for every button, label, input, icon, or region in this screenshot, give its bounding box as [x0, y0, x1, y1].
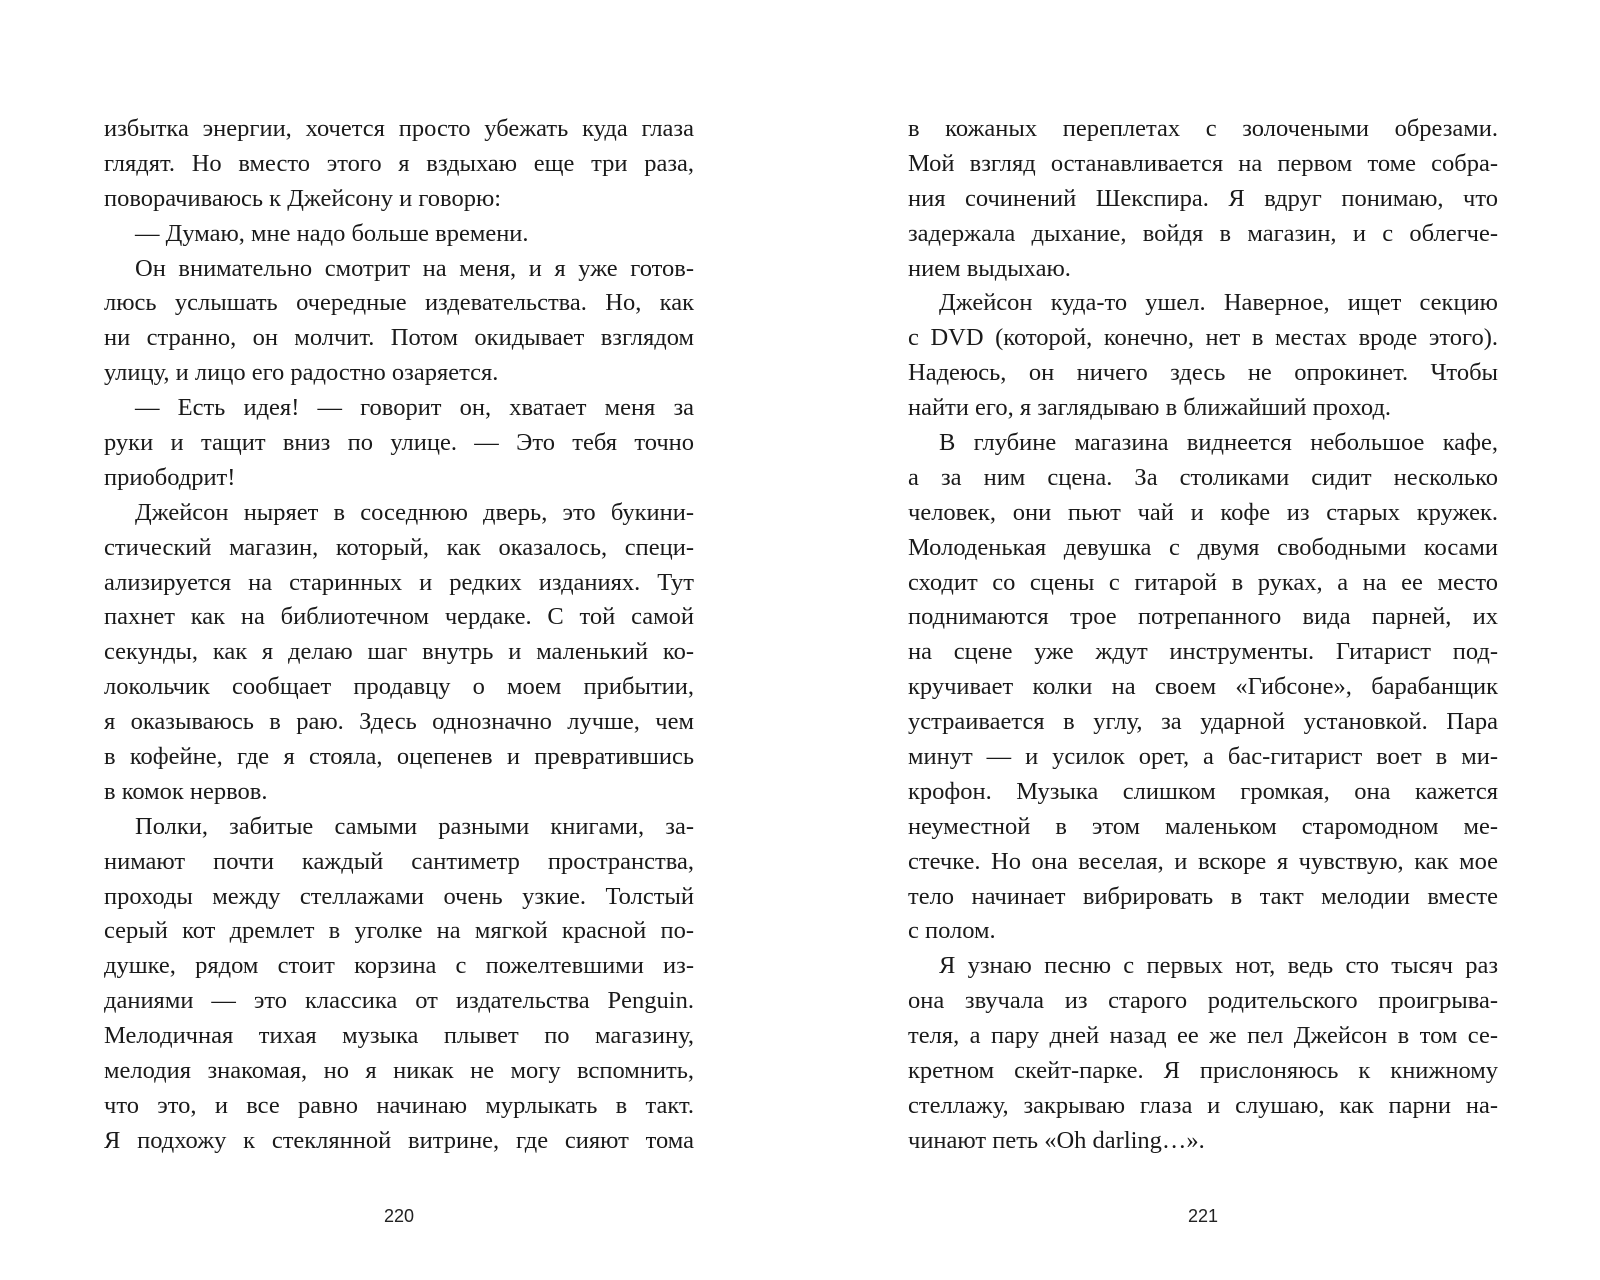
text-line: на сцене уже ждут инструменты. Гитарист под-	[908, 638, 1498, 666]
text-line: душке, рядом стоит корзина с пожелтевшими из-	[104, 952, 694, 980]
text-line: секунды, как я делаю шаг внутрь и маленький ко-	[104, 638, 694, 666]
text-line: пахнет как на библиотечном чердаке. С той самой	[104, 603, 694, 631]
text-line: неуместной в этом маленьком старомодном ме-	[908, 812, 1498, 840]
text-line: в комок нервов.	[104, 777, 268, 805]
text-line: чинают петь «Oh darling…».	[908, 1126, 1205, 1154]
text-line: с DVD (которой, конечно, нет в местах вроде этого).	[908, 324, 1498, 352]
text-line: улицу, и лицо его радостно озаряется.	[104, 359, 499, 387]
text-line: стечке. Но она веселая, и вскоре я чувствую, как мое	[908, 847, 1498, 875]
text-line: — Думаю, мне надо больше времени.	[135, 219, 529, 247]
text-line: а за ним сцена. За столиками сидит несколько	[908, 463, 1498, 491]
text-line: мелодия знакомая, но я никак не могу вспомнить,	[104, 1057, 694, 1085]
text-line: с полом.	[908, 917, 996, 945]
text-line: даниями — это классика от издательства Penguin.	[104, 987, 694, 1015]
text-line: ния сочинений Шекспира. Я вдруг понимаю, что	[908, 184, 1498, 212]
text-line: Джейсон ныряет в соседнюю дверь, это букини-	[135, 498, 694, 526]
text-line: нимают почти каждый сантиметр пространства,	[104, 847, 694, 875]
text-line: кретном скейт-парке. Я прислоняюсь к книжному	[908, 1057, 1498, 1085]
text-line: проходы между стеллажами очень узкие. Толстый	[104, 882, 694, 910]
text-line: избытка энергии, хочется просто убежать куда глаза	[104, 115, 694, 142]
text-line: задержала дыхание, войдя в магазин, и с облегче-	[908, 219, 1498, 247]
text-line: Джейсон куда-то ушел. Наверное, ищет секцию	[939, 289, 1498, 317]
text-line: минут — и усилок орет, а бас-гитарист воет в ми-	[908, 743, 1498, 771]
text-line: она звучала из старого родительского проигрыва-	[908, 987, 1498, 1015]
text-line: локольчик сообщает продавцу о моем прибытии,	[104, 673, 694, 701]
text-line: серый кот дремлет в уголке на мягкой красной по-	[104, 917, 694, 945]
text-line: стеллажу, закрываю глаза и слушаю, как парни на-	[908, 1091, 1498, 1119]
text-line: Полки, забитые самыми разными книгами, за-	[135, 812, 694, 840]
text-line: Мелодичная тихая музыка плывет по магазину,	[104, 1022, 694, 1050]
text-line: глядят. Но вместо этого я вздыхаю еще три раза,	[104, 149, 694, 177]
left-page	[104, 112, 694, 1252]
text-line: кручивает колки на своем «Гибсоне», барабанщик	[908, 673, 1498, 701]
text-line: крофон. Музыка слишком громкая, она кажется	[908, 777, 1498, 805]
text-line: Я узнаю песню с первых нот, ведь сто тысяч раз	[939, 952, 1498, 980]
text-line: люсь услышать очередные издевательства. Но, как	[104, 289, 694, 317]
right-page	[908, 112, 1498, 1252]
text-line: нием выдыхаю.	[908, 254, 1071, 282]
text-line: теля, а пару дней назад ее же пел Джейсон в том се-	[908, 1022, 1498, 1050]
text-line: поворачиваюсь к Джейсону и говорю:	[104, 184, 502, 212]
text-line: Надеюсь, он ничего здесь не опрокинет. Чтобы	[908, 359, 1498, 387]
text-line: сходит со сцены с гитарой в руках, а на ее место	[908, 568, 1498, 596]
left-page-number: 220	[383, 1206, 415, 1226]
text-line: что это, и все равно начинаю мурлыкать в такт.	[104, 1091, 694, 1119]
text-line: приободрит!	[104, 463, 236, 491]
text-line: поднимаются трое потрепанного вида парней, их	[908, 603, 1498, 631]
text-line: стический магазин, который, как оказалось, специ-	[104, 533, 694, 561]
left-page-text	[104, 112, 694, 1159]
text-line: в кожаных переплетах с золочеными обрезами.	[908, 115, 1498, 142]
text-line: В глубине магазина виднеется небольшое кафе,	[939, 429, 1498, 457]
text-line: Он внимательно смотрит на меня, и я уже готов-	[135, 254, 694, 282]
right-page-text	[908, 112, 1498, 1159]
text-line: Я подхожу к стеклянной витрине, где сияют тома	[104, 1126, 694, 1154]
text-line: ни странно, он молчит. Потом окидывает взглядом	[104, 324, 694, 352]
text-line: найти его, я заглядываю в ближайший проход.	[908, 394, 1392, 422]
text-line: я оказываюсь в раю. Здесь однозначно лучше, чем	[104, 708, 694, 736]
text-line: в кофейне, где я стояла, оцепенев и превратившись	[104, 743, 694, 771]
text-line: Молоденькая девушка с двумя свободными косами	[908, 533, 1498, 561]
text-line: — Есть идея! — говорит он, хватает меня за	[135, 394, 694, 422]
text-line: руки и тащит вниз по улице. — Это тебя точно	[104, 429, 694, 457]
text-line: человек, они пьют чай и кофе из старых кружек.	[908, 498, 1498, 526]
text-line: устраивается в углу, за ударной установкой. Пара	[908, 708, 1498, 736]
text-line: тело начинает вибрировать в такт мелодии вместе	[908, 882, 1498, 910]
right-page-number: 221	[1187, 1206, 1219, 1226]
text-line: Мой взгляд останавливается на первом томе собра-	[908, 149, 1498, 177]
text-line: ализируется на старинных и редких изданиях. Тут	[104, 568, 694, 596]
